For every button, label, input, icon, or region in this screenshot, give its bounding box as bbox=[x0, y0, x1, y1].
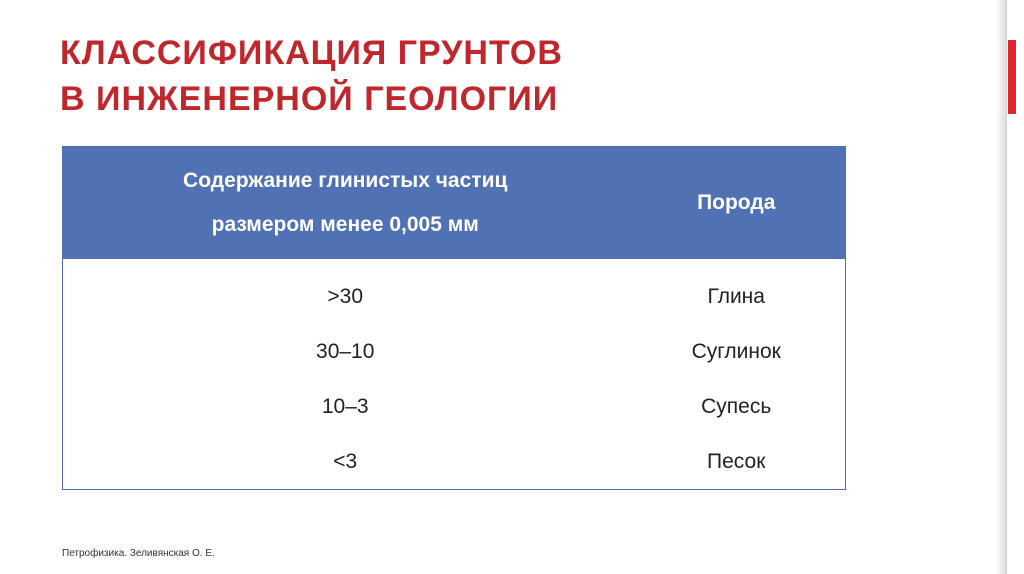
table-row bbox=[63, 379, 846, 434]
slide-edge-shadow bbox=[996, 0, 1006, 574]
header-clay-content-line-2: размером менее 0,005 мм bbox=[211, 213, 479, 236]
clay-content-cell: <3 bbox=[333, 449, 358, 473]
slide-title bbox=[60, 30, 563, 122]
clay-content-cell: 10–3 bbox=[321, 394, 369, 418]
rock-cell: Песок bbox=[707, 449, 766, 473]
header-clay-content-line-1: Содержание глинистых частиц bbox=[183, 169, 508, 192]
table-row bbox=[63, 434, 846, 490]
slide-title-line-1: КЛАССИФИКАЦИЯ ГРУНТОВ bbox=[60, 34, 563, 72]
clay-content-cell: ˃30 bbox=[327, 284, 364, 308]
header-clay-content bbox=[63, 147, 628, 260]
table-row bbox=[63, 324, 846, 379]
clay-content-cell: 30–10 bbox=[316, 339, 375, 363]
slide-title-line-2: В ИНЖЕНЕРНОЙ ГЕОЛОГИИ bbox=[60, 80, 559, 118]
soil-classification-table bbox=[62, 146, 846, 490]
red-accent-bar bbox=[1008, 40, 1016, 114]
rock-cell: Суглинок bbox=[691, 339, 781, 363]
table-header-row bbox=[63, 147, 846, 260]
header-rock: Порода bbox=[627, 147, 845, 260]
footer-author: Петрофизика. Зеливянская О. Е. bbox=[62, 548, 215, 559]
rock-cell: Глина bbox=[707, 284, 765, 308]
rock-cell: Супесь bbox=[701, 394, 772, 418]
table-row bbox=[63, 259, 846, 324]
